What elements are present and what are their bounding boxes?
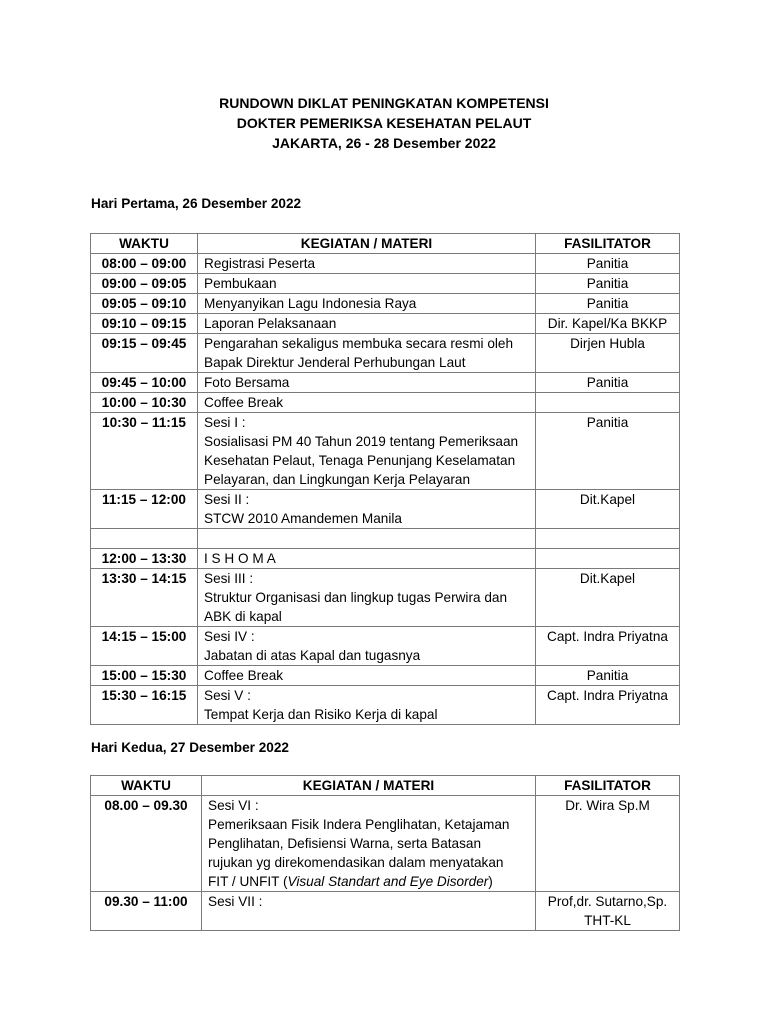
facilitator-line: Dirjen Hubla xyxy=(570,336,645,351)
activity-line: Pengarahan sekaligus membuka secara resmi oleh xyxy=(204,336,514,351)
time-cell: 08.00 – 09.30 xyxy=(91,796,202,892)
activity-cell xyxy=(198,334,536,373)
time-cell: 09:15 – 09:45 xyxy=(91,334,198,373)
time-cell: 13:30 – 14:15 xyxy=(91,569,198,627)
facilitator-line: Prof,dr. Sutarno,Sp. xyxy=(547,894,668,909)
facilitator-cell xyxy=(536,627,680,666)
table-header-row xyxy=(91,234,680,254)
header-facilitator: FASILITATOR xyxy=(536,776,680,796)
title-line-3: JAKARTA, 26 - 28 Desember 2022 xyxy=(272,135,496,151)
facilitator-cell xyxy=(536,393,680,413)
activity-line: Penglihatan, Defisiensi Warna, serta Batasan xyxy=(208,836,482,851)
activity-cell xyxy=(198,490,536,529)
activity-cell xyxy=(198,274,536,294)
facilitator-line: Panitia xyxy=(586,256,629,271)
table-row xyxy=(91,314,680,334)
table-row xyxy=(91,274,680,294)
title-line-1: RUNDOWN DIKLAT PENINGKATAN KOMPETENSI xyxy=(219,95,549,111)
facilitator-cell xyxy=(536,294,680,314)
day2-schedule-table xyxy=(90,775,680,931)
table-row xyxy=(91,549,680,569)
facilitator-line: Dit.Kapel xyxy=(579,492,636,507)
facilitator-cell xyxy=(536,686,680,725)
header-activity: KEGIATAN / MATERI xyxy=(198,234,536,254)
activity-line: Struktur Organisasi dan lingkup tugas Perwira dan xyxy=(204,590,507,605)
day2-heading: Hari Kedua, 27 Desember 2022 xyxy=(91,740,289,755)
day1-schedule-table xyxy=(90,233,680,725)
day1-heading: Hari Pertama, 26 Desember 2022 xyxy=(91,196,302,211)
activity-line: Pemeriksaan Fisik Indera Penglihatan, Ketajaman xyxy=(208,817,510,832)
activity-line: Coffee Break xyxy=(204,395,284,410)
time-cell: 11:15 – 12:00 xyxy=(91,490,198,529)
facilitator-line: Dir. Kapel/Ka BKKP xyxy=(547,316,668,331)
document-title xyxy=(0,93,768,153)
activity-line: Sesi V : xyxy=(204,688,251,703)
facilitator-cell xyxy=(536,666,680,686)
activity-line: Jabatan di atas Kapal dan tugasnya xyxy=(204,648,421,663)
table-row xyxy=(91,294,680,314)
activity-cell xyxy=(198,627,536,666)
time-cell: 15:30 – 16:15 xyxy=(91,686,198,725)
activity-cell xyxy=(198,373,536,393)
activity-line: Sesi I : xyxy=(204,415,246,430)
facilitator-cell xyxy=(536,254,680,274)
table-row xyxy=(91,892,680,931)
activity-line-suffix: ) xyxy=(488,874,493,889)
activity-cell xyxy=(198,666,536,686)
activity-line: Coffee Break xyxy=(204,668,284,683)
activity-line: Kesehatan Pelaut, Tenaga Penunjang Keselamatan xyxy=(204,453,516,468)
activity-line: Laporan Pelaksanaan xyxy=(204,316,337,331)
activity-line: Pembukaan xyxy=(204,276,277,291)
table-row xyxy=(91,569,680,627)
activity-cell xyxy=(198,529,536,549)
activity-cell xyxy=(202,892,536,931)
facilitator-cell xyxy=(536,373,680,393)
time-cell: 15:00 – 15:30 xyxy=(91,666,198,686)
time-cell xyxy=(91,529,198,549)
facilitator-cell xyxy=(536,413,680,490)
time-cell: 09:10 – 09:15 xyxy=(91,314,198,334)
activity-line: Sesi IV : xyxy=(204,629,255,644)
activity-line: ABK di kapal xyxy=(204,609,282,624)
header-activity: KEGIATAN / MATERI xyxy=(202,776,536,796)
table-row xyxy=(91,686,680,725)
table-row xyxy=(91,627,680,666)
table-row xyxy=(91,254,680,274)
table-row xyxy=(91,413,680,490)
activity-line-italic: Visual Standart and Eye Disorder xyxy=(287,874,489,889)
table-row xyxy=(91,393,680,413)
activity-cell xyxy=(198,413,536,490)
table-row xyxy=(91,666,680,686)
activity-line: Foto Bersama xyxy=(204,375,290,390)
time-cell: 10:30 – 11:15 xyxy=(91,413,198,490)
facilitator-cell xyxy=(536,529,680,549)
facilitator-cell xyxy=(536,569,680,627)
facilitator-cell xyxy=(536,549,680,569)
facilitator-line: THT-KL xyxy=(584,913,631,928)
facilitator-line: Panitia xyxy=(586,668,629,683)
time-cell: 09.30 – 11:00 xyxy=(91,892,202,931)
activity-line: Bapak Direktur Jenderal Perhubungan Laut xyxy=(204,355,466,370)
facilitator-cell xyxy=(536,274,680,294)
activity-line: Pelayaran, dan Lingkungan Kerja Pelayaran xyxy=(204,472,471,487)
time-cell: 08:00 – 09:00 xyxy=(91,254,198,274)
activity-line: STCW 2010 Amandemen Manila xyxy=(204,511,402,526)
facilitator-line: Panitia xyxy=(586,276,629,291)
facilitator-line: Capt. Indra Priyatna xyxy=(547,629,668,644)
table-row xyxy=(91,334,680,373)
activity-line-prefix: FIT / UNFIT ( xyxy=(208,874,288,889)
facilitator-line: Panitia xyxy=(586,296,629,311)
table-header-row xyxy=(91,776,680,796)
table-row xyxy=(91,373,680,393)
header-time: WAKTU xyxy=(91,776,202,796)
time-cell: 14:15 – 15:00 xyxy=(91,627,198,666)
header-time: WAKTU xyxy=(91,234,198,254)
facilitator-line: Dr. Wira Sp.M xyxy=(565,798,650,813)
facilitator-cell xyxy=(536,334,680,373)
facilitator-cell xyxy=(536,796,680,892)
time-cell: 12:00 – 13:30 xyxy=(91,549,198,569)
activity-line: Registrasi Peserta xyxy=(204,256,316,271)
facilitator-line: Capt. Indra Priyatna xyxy=(547,688,668,703)
activity-line: Sesi II : xyxy=(204,492,250,507)
activity-line: I S H O M A xyxy=(204,551,276,566)
activity-cell xyxy=(198,549,536,569)
facilitator-cell xyxy=(536,314,680,334)
table-row xyxy=(91,796,680,892)
activity-cell xyxy=(198,294,536,314)
facilitator-line: Panitia xyxy=(586,375,629,390)
activity-line: Sosialisasi PM 40 Tahun 2019 tentang Pemeriksaan xyxy=(204,434,519,449)
time-cell: 09:00 – 09:05 xyxy=(91,274,198,294)
activity-cell xyxy=(198,393,536,413)
table-row xyxy=(91,490,680,529)
activity-line: Sesi III : xyxy=(204,571,254,586)
activity-line: Menyanyikan Lagu Indonesia Raya xyxy=(204,296,417,311)
activity-line: Sesi VII : xyxy=(208,894,263,909)
facilitator-line: Dit.Kapel xyxy=(579,571,636,586)
facilitator-cell xyxy=(536,490,680,529)
facilitator-line: Panitia xyxy=(586,415,629,430)
activity-line xyxy=(208,872,529,891)
time-cell: 09:45 – 10:00 xyxy=(91,373,198,393)
activity-line: rujukan yg direkomendasikan dalam menyatakan xyxy=(208,855,504,870)
facilitator-cell xyxy=(536,892,680,931)
title-line-2: DOKTER PEMERIKSA KESEHATAN PELAUT xyxy=(236,115,532,131)
activity-cell xyxy=(202,796,536,892)
time-cell: 10:00 – 10:30 xyxy=(91,393,198,413)
time-cell: 09:05 – 09:10 xyxy=(91,294,198,314)
activity-cell xyxy=(198,569,536,627)
activity-line: Tempat Kerja dan Risiko Kerja di kapal xyxy=(204,707,438,722)
header-facilitator: FASILITATOR xyxy=(536,234,680,254)
activity-cell xyxy=(198,254,536,274)
activity-cell xyxy=(198,314,536,334)
table-row xyxy=(91,529,680,549)
activity-line: Sesi VI : xyxy=(208,798,259,813)
activity-cell xyxy=(198,686,536,725)
